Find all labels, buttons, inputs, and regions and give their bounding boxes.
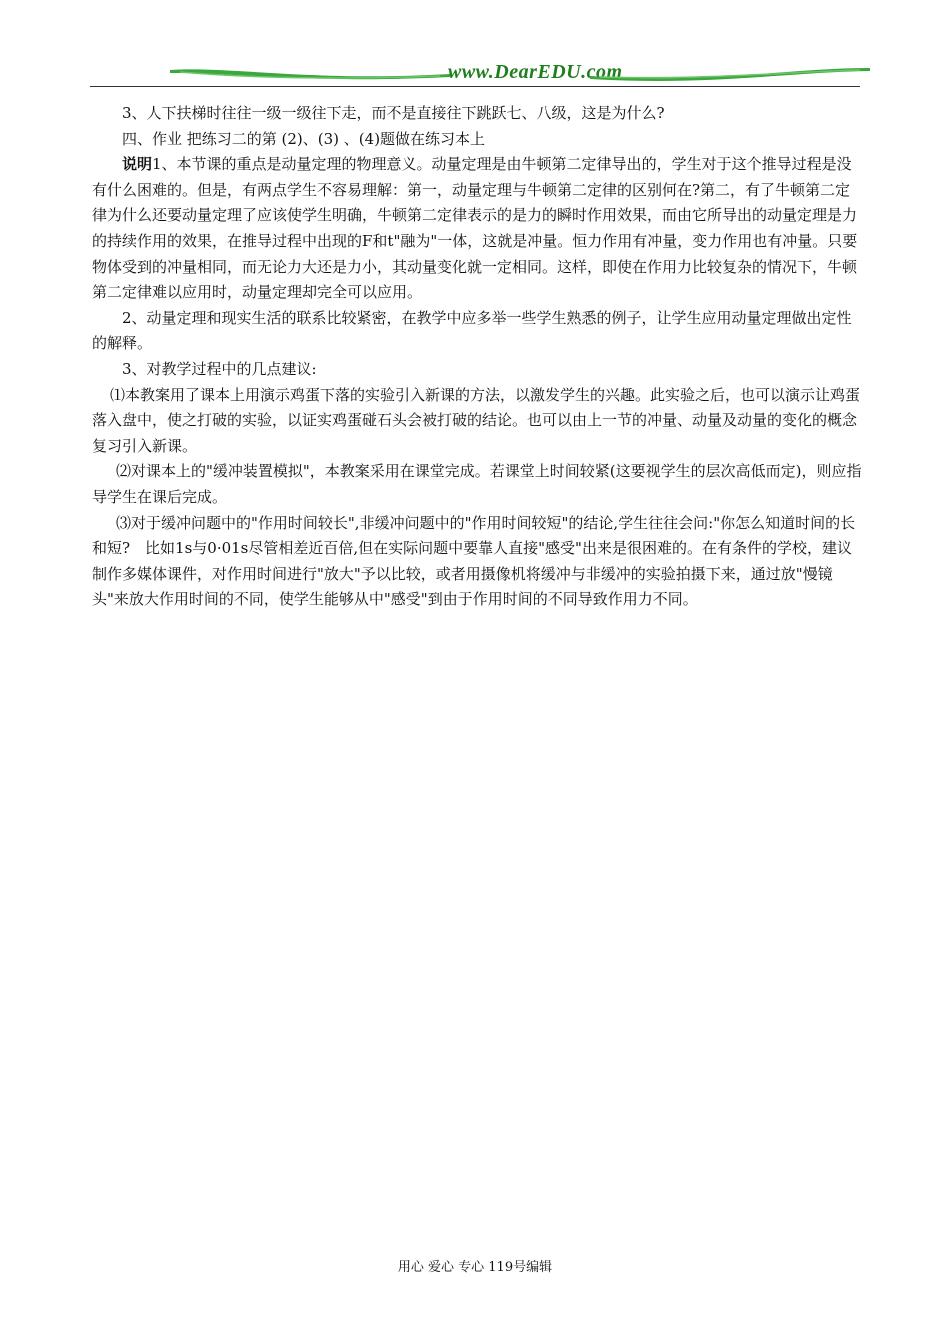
document-body (92, 101, 862, 613)
paragraph-note-2: 2、动量定理和现实生活的联系比较紧密，在教学中应多举一些学生熟悉的例子，让学生应用动量定理做出定性的解释。 (92, 308, 852, 353)
paragraph-homework: 四、作业 把练习二的第 (2)、(3) 、(4)题做在练习本上 (122, 129, 486, 148)
paragraph-question-3: 3、人下扶梯时往往一级一级往下走，而不是直接往下跳跃七、八级，这是为什么? (122, 104, 665, 122)
left-swoosh-decoration (170, 64, 450, 82)
site-logo: www.DearEDU.com (448, 61, 623, 83)
note-1-text: 1、本节课的重点是动量定理的物理意义。动量定理是由牛顿第二定律导出的，学生对于这个推导过程是没有什么困难的。但是，有两点学生不容易理解：第一，动量定理与牛顿第二定律的区别何在?第二，有了牛顿第二定律为什么还要动量定理了应该使学生明确，牛顿第二定律表示的是力的瞬时作用效果，而由它所导出的动量定理是力的持续作用的效果，在推导过程中出现的F和t"融为"一体，这就是冲量。恒力作用有冲量，变力作用也有冲量。只要物体受到的冲量相同，而无论力大还是力小，其动量变化就一定相同。这样，即使在作用力比较复杂的情况下，牛顿第二定律难以应用时，动量定理却完全可以应用。 (92, 155, 858, 302)
page-header (90, 58, 860, 90)
paragraph-note-3-heading: 3、对教学过程中的几点建议: (122, 359, 317, 378)
page-footer: 用心 爱心 专心 119号编辑 (397, 1260, 553, 1275)
paragraph-suggestion-1: ⑴本教案用了课本上用演示鸡蛋下落的实验引入新课的方法，以激发学生的兴趣。此实验之后，也可以演示让鸡蛋落入盘中，使之打破的实验，以证实鸡蛋碰石头会被打破的结论。也可以由上一节的冲量、动量及动量的变化的概念复习引入新课。 (92, 385, 861, 455)
paragraph-suggestion-2: ⑵对课本上的"缓冲装置模拟"，本教案采用在课堂完成。若课堂上时间较紧(这要视学生的层次高低而定)，则应指导学生在课后完成。 (92, 462, 862, 506)
paragraph-note-1 (92, 152, 862, 306)
note-lead: 说明 (122, 155, 153, 174)
paragraph-suggestion-3: ⑶对于缓冲问题中的"作用时间较长",非缓冲问题中的"作用时间较短"的结论,学生往往会问:"你怎么知道时间的长和短? 比如1s与0·01s尽管相差近百倍,但在实际问题中要靠人直接"感受"出来是很困难的。在有条件的学校，建议制作多媒体课件，对作用时间进行"放大"予以比较，或者用摄像机将缓冲与非缓冲的实验拍摄下来，通过放"慢镜头"来放大作用时间的不同，使学生能够从中"感受"到由于作用时间的不同导致作用力不同。 (92, 513, 856, 609)
header-rule (90, 86, 860, 87)
right-swoosh-decoration (590, 64, 870, 82)
